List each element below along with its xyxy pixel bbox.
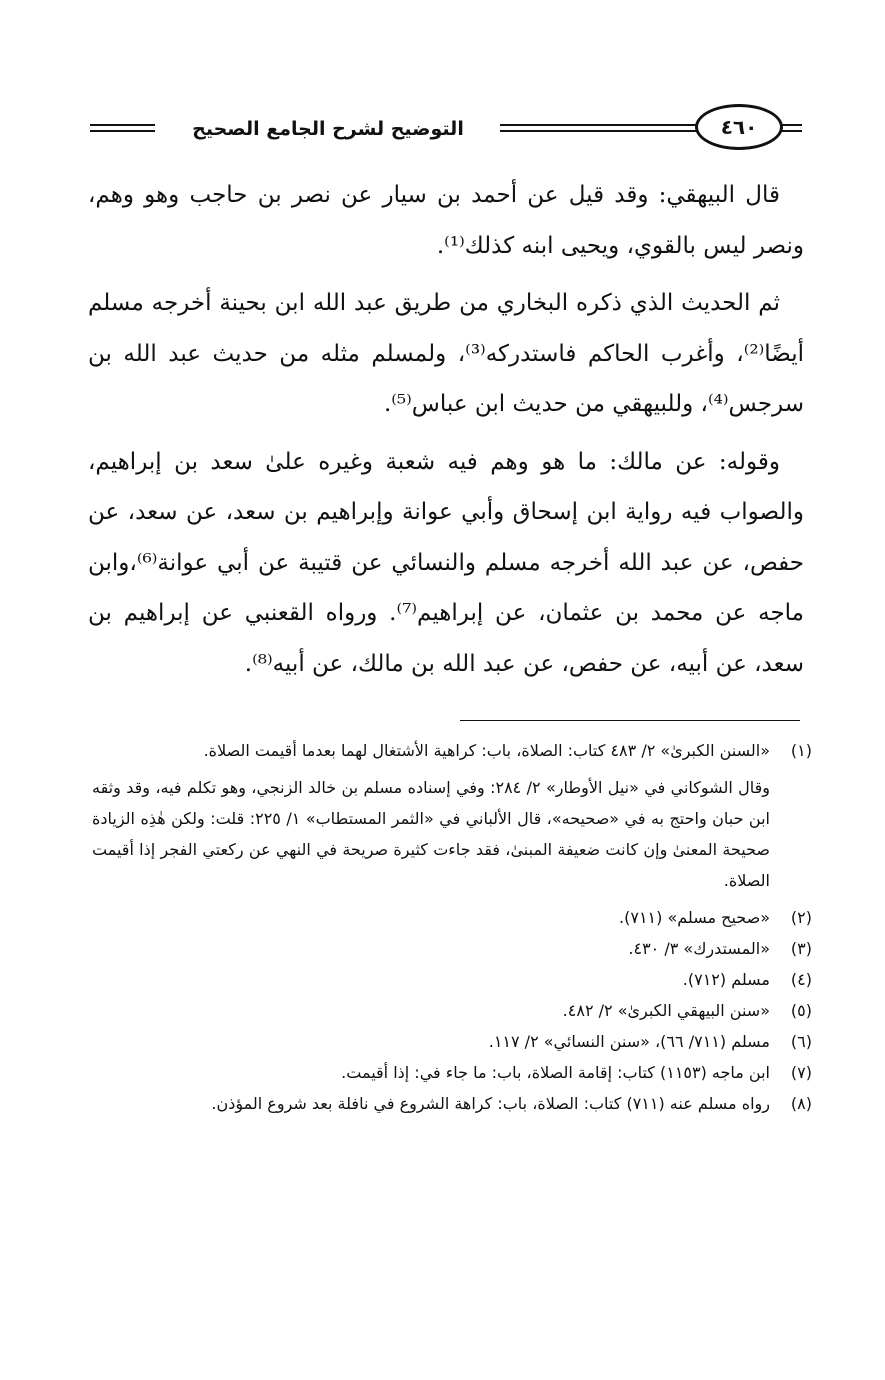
footnote: [92, 1057, 812, 1088]
main-text: [88, 170, 804, 696]
footnote-number: (٧): [790, 1063, 812, 1082]
footnote: [92, 902, 812, 933]
footnote: [92, 995, 812, 1026]
book-title: التوضيح لشرح الجامع الصحيح: [192, 118, 464, 140]
footnote-divider: [460, 720, 800, 721]
header-rule-left: [90, 124, 155, 132]
page-number: ٤٦٠: [695, 104, 783, 150]
footnote-text: «صحيح مسلم» (٧١١).: [619, 908, 770, 927]
footnote-continuation: وقال الشوكاني في «نيل الأوطار» ٢/ ٢٨٤: وفي إسناده مسلم بن خالد الزنجي، وهو تكلم فيه، وقد وثقه ابن حبان واحتج به في «صحيحه»، قال الألباني في «الثمر المستطاب» ١/ ٢٢٥: قلت: ولكن هٰذِه الزيادة صحيحة المعنىٰ وإن كانت ضعيفة المبنىٰ، فقد جاءت كثيرة صريحة في النهي عن ركعتي الفجر إذا أقيمت الصلاة.: [92, 778, 771, 890]
footnote-number: (٨): [790, 1094, 812, 1113]
footnote: [92, 964, 812, 995]
paragraph: ثم الحديث الذي ذكره البخاري من طريق عبد الله ابن بحينة أخرجه مسلم أيضًا⁽²⁾، وأغرب الحاكم فاستدركه⁽³⁾، ولمسلم مثله من حديث عبد الله بن سرجس⁽⁴⁾، وللبيهقي من حديث ابن عباس⁽⁵⁾.: [88, 290, 804, 417]
footnote-number: (٢): [790, 908, 812, 927]
footnote-number: (٥): [790, 1001, 812, 1020]
footnote: [92, 1088, 812, 1119]
footnote: [92, 1026, 812, 1057]
footnote-number: (٦): [790, 1032, 812, 1051]
running-header: [90, 104, 802, 156]
footnote-text: «سنن البيهقي الكبرىٰ» ٢/ ٤٨٢.: [562, 1001, 770, 1020]
footnote-text: رواه مسلم عنه (٧١١) كتاب: الصلاة، باب: كراهة الشروع في نافلة بعد شروع المؤذن.: [211, 1094, 770, 1113]
header-rule-middle: [500, 124, 700, 132]
footnote-text: ابن ماجه (١١٥٣) كتاب: إقامة الصلاة، باب: ما جاء في: إذا أقيمت.: [341, 1063, 770, 1082]
footnote-number: (٤): [790, 970, 812, 989]
footnote-text: مسلم (٧١٢).: [682, 970, 770, 989]
footnote-text: «السنن الكبرىٰ» ٢/ ٤٨٣ كتاب: الصلاة، باب: كراهية الأشتغال لهما بعدما أقيمت الصلاة.: [203, 741, 770, 760]
footnote-text: مسلم (٧١١/ ٦٦)، «سنن النسائي» ٢/ ١١٧.: [488, 1032, 770, 1051]
footnotes: [92, 735, 812, 1119]
paragraph: قال البيهقي: وقد قيل عن أحمد بن سيار عن نصر بن حاجب وهو وهم، ونصر ليس بالقوي، ويحيى ابنه كذلك⁽¹⁾.: [88, 182, 804, 259]
footnote: [92, 735, 812, 766]
header-rule-right: [780, 124, 802, 132]
footnote-number: (١): [790, 741, 812, 760]
paragraph: وقوله: عن مالك: ما هو وهم فيه شعبة وغيره علىٰ سعد بن إبراهيم، والصواب فيه رواية ابن إسحاق وأبي عوانة وإبراهيم بن سعد، عن سعد، عن حفص، عن عبد الله أخرجه مسلم والنسائي عن قتيبة عن أبي عوانة⁽⁶⁾،وابن ماجه عن محمد بن عثمان، عن إبراهيم⁽⁷⁾. ورواه القعنبي عن إبراهيم بن سعد، عن أبيه، عن حفص، عن عبد الله بن مالك، عن أبيه⁽⁸⁾.: [88, 448, 804, 677]
footnote-text: «المستدرك» ٣/ ٤٣٠.: [628, 939, 770, 958]
footnote: [92, 933, 812, 964]
footnote-number: (٣): [790, 939, 812, 958]
